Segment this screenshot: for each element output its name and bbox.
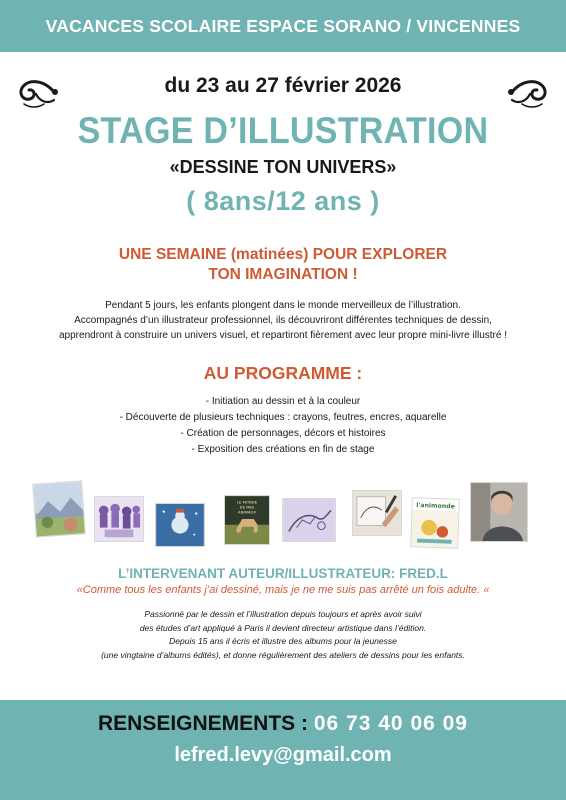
intro-line: Accompagnés d’un illustrateur professionnel, ils découvriront différentes techniques de dessin, — [74, 315, 492, 326]
contact-label: RENSEIGNEMENTS : — [97, 712, 309, 735]
event-subtitle: «DESSINE TON UNIVERS» — [169, 157, 397, 177]
illustration-drawing-photo-image — [352, 490, 402, 536]
event-title: STAGE D’ILLUSTRATION — [77, 110, 489, 151]
author-bio-line: Passionné par le dessin et l’illustration depuis toujours et après avoir suivi — [144, 609, 422, 619]
illustration-night-image — [155, 503, 205, 547]
illustration-book-cover-image — [224, 495, 270, 545]
headline — [0, 245, 566, 285]
illustration-characters-image — [94, 496, 144, 542]
svg-text:ANIMAUX: ANIMAUX — [238, 509, 256, 515]
programme-title: AU PROGRAMME : — [203, 363, 363, 383]
programme-item: - Création de personnages, décors et histoires — [180, 428, 386, 439]
banner-title: VACANCES SCOLAIRE ESPACE SORANO / VINCENNES — [45, 15, 521, 36]
author-title: L’INTERVENANT AUTEUR/ILLUSTRATEUR: FRED.L — [118, 566, 448, 581]
illustration-gallery — [0, 470, 566, 550]
illustration-landscape-image — [32, 480, 86, 537]
illustration-magazine-image — [410, 497, 460, 549]
programme-item: - Découverte de plusieurs techniques : crayons, feutres, encres, aquarelle — [119, 412, 447, 423]
author-photo-image — [470, 482, 528, 542]
illustration-sketch-image — [282, 498, 336, 542]
headline-line-1: UNE SEMAINE (matinées) POUR EXPLORER — [118, 246, 448, 263]
contact-phone[interactable]: 06 73 40 06 09 — [313, 712, 468, 735]
magazine-title: l'animonde — [416, 502, 456, 511]
author-bio-line: (une vingtaine d’albums édités), et donne régulièrement des ateliers de dessins pour les enfants. — [101, 649, 465, 660]
contact-email[interactable]: lefred.levy@gmail.com — [174, 744, 392, 766]
intro-paragraph — [20, 298, 546, 343]
programme-list — [0, 394, 566, 458]
svg-text:DE MES: DE MES — [239, 504, 255, 510]
author-quote: «Comme tous les enfants j’ai dessiné, mais je ne me suis pas arrêté un fois adulte. « — [76, 584, 490, 596]
top-banner — [0, 0, 566, 52]
event-dates: du 23 au 27 février 2026 — [164, 74, 402, 97]
intro-line: apprendront à construire un univers visuel, et repartiront fièrement avec leur propre mini-livre illustré ! — [59, 330, 507, 341]
intro-line: Pendant 5 jours, les enfants plongent dans le monde merveilleux de l’illustration. — [105, 300, 461, 311]
programme-item: - Exposition des créations en fin de stage — [191, 444, 375, 455]
book-cover-title: LE MONDE — [236, 499, 258, 505]
author-bio-line: des études d’art appliqué à Paris il devient directeur artistique dans l’édition. — [139, 622, 427, 633]
contact-line — [0, 712, 566, 736]
author-bio-line: Depuis 15 ans il écris et illustre des albums pour la jeunesse — [169, 636, 397, 646]
programme-item: - Initiation au dessin et à la couleur — [205, 396, 361, 407]
author-bio — [20, 608, 546, 662]
headline-line-2: TON IMAGINATION ! — [208, 266, 358, 283]
event-ages: ( 8ans/12 ans ) — [186, 186, 380, 216]
